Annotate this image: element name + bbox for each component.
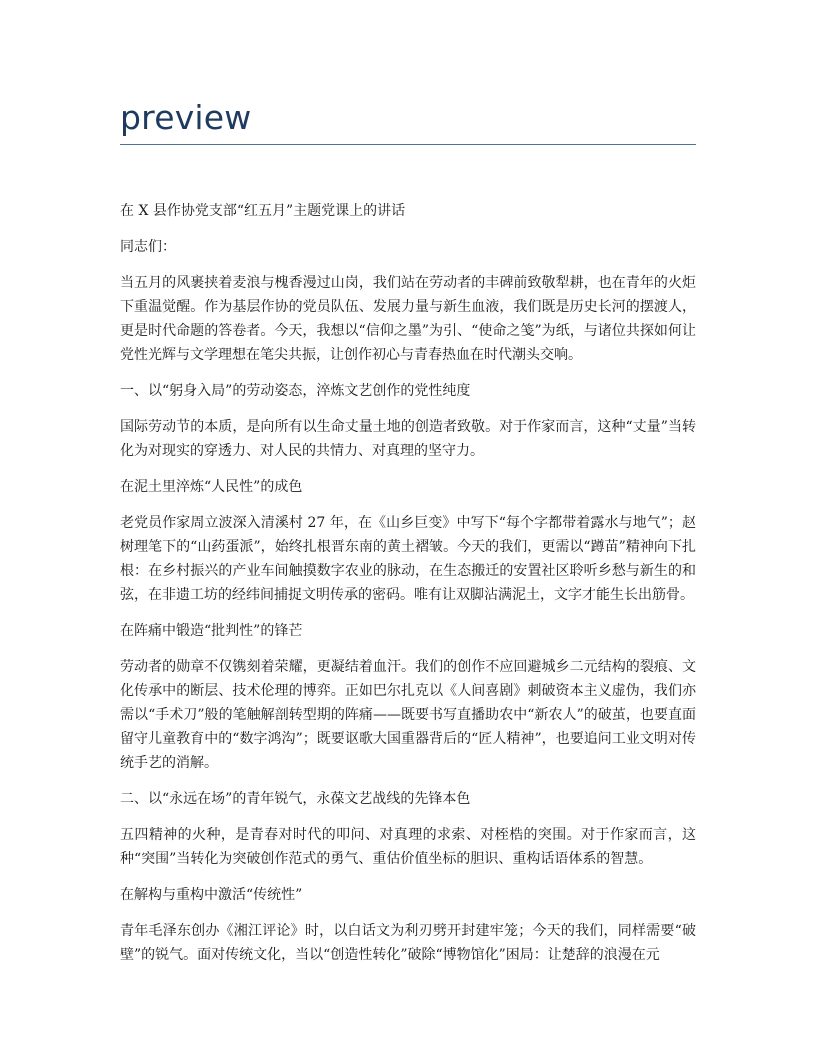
section-heading: 一、以“躬身入局”的劳动姿态，淬炼文艺创作的党性纯度 [120, 383, 471, 399]
body-paragraph: 老党员作家周立波深入清溪村 27 年，在《山乡巨变》中写下“每个字都带着露水与地气”；赵树理笔下的“山药蛋派”，始终扎根晋东南的黄土褶皱。今天的我们，更需以“蹲苗”精神向下扎根：在乡村振兴的产业车间触摸数字农业的脉动，在生态搬迁的安置社区聆听乡愁与新生的和弦，在非遗工坊的经纬间捕捉文明传承的密码。唯有让双脚沾满泥土，文字才能生长出筋骨。 [120, 515, 696, 603]
body-paragraph: 当五月的风裹挟着麦浪与槐香漫过山岗，我们站在劳动者的丰碑前致敬犁耕，也在青年的火炬下重温觉醒。作为基层作协的党员队伍、发展力量与新生血液，我们既是历史长河的摆渡人，更是时代命题的答卷者。今天，我想以“信仰之墨”为引、“使命之笺”为纸，与诸位共探如何让党性光辉与文学理想在笔尖共振，让创作初心与青春热血在时代潮头交响。 [120, 275, 696, 363]
body-paragraph: 青年毛泽东创办《湘江评论》时，以白话文为利刃劈开封建牢笼；今天的我们，同样需要“破壁”的锐气。面对传统文化，当以“创造性转化”破除“博物馆化”困局：让楚辞的浪漫在元 [120, 923, 696, 963]
salutation: 同志们： [120, 239, 176, 255]
title-divider [120, 144, 696, 145]
subsection-heading: 在解构与重构中激活“传统性” [120, 887, 303, 903]
body-paragraph: 国际劳动节的本质，是向所有以生命丈量土地的创造者致敬。对于作家而言，这种“丈量”当转化为对现实的穿透力、对人民的共情力、对真理的坚守力。 [120, 419, 696, 459]
page-title: preview [120, 98, 252, 137]
document-body [120, 199, 696, 967]
speech-title: 在 X 县作协党支部“红五月”主题党课上的讲话 [120, 203, 406, 219]
body-paragraph: 劳动者的勋章不仅镌刻着荣耀，更凝结着血汗。我们的创作不应回避城乡二元结构的裂痕、文化传承中的断层、技术伦理的博弈。正如巴尔扎克以《人间喜剧》刺破资本主义虚伪，我们亦需以“手术刀”般的笔触解剖转型期的阵痛——既要书写直播助农中“新农人”的破茧，也要直面留守儿童教育中的“数字鸿沟”；既要讴歌大国重器背后的“匠人精神”，也要追问工业文明对传统手艺的消解。 [120, 659, 696, 771]
subsection-heading: 在阵痛中锻造“批判性”的锋芒 [120, 623, 303, 639]
document-page [120, 0, 696, 979]
section-heading: 二、以“永远在场”的青年锐气，永葆文艺战线的先锋本色 [120, 791, 471, 807]
body-paragraph: 五四精神的火种，是青春对时代的叩问、对真理的求索、对桎梏的突围。对于作家而言，这种“突围”当转化为突破创作范式的勇气、重估价值坐标的胆识、重构话语体系的智慧。 [120, 827, 696, 867]
subsection-heading: 在泥土里淬炼“人民性”的成色 [120, 479, 303, 495]
